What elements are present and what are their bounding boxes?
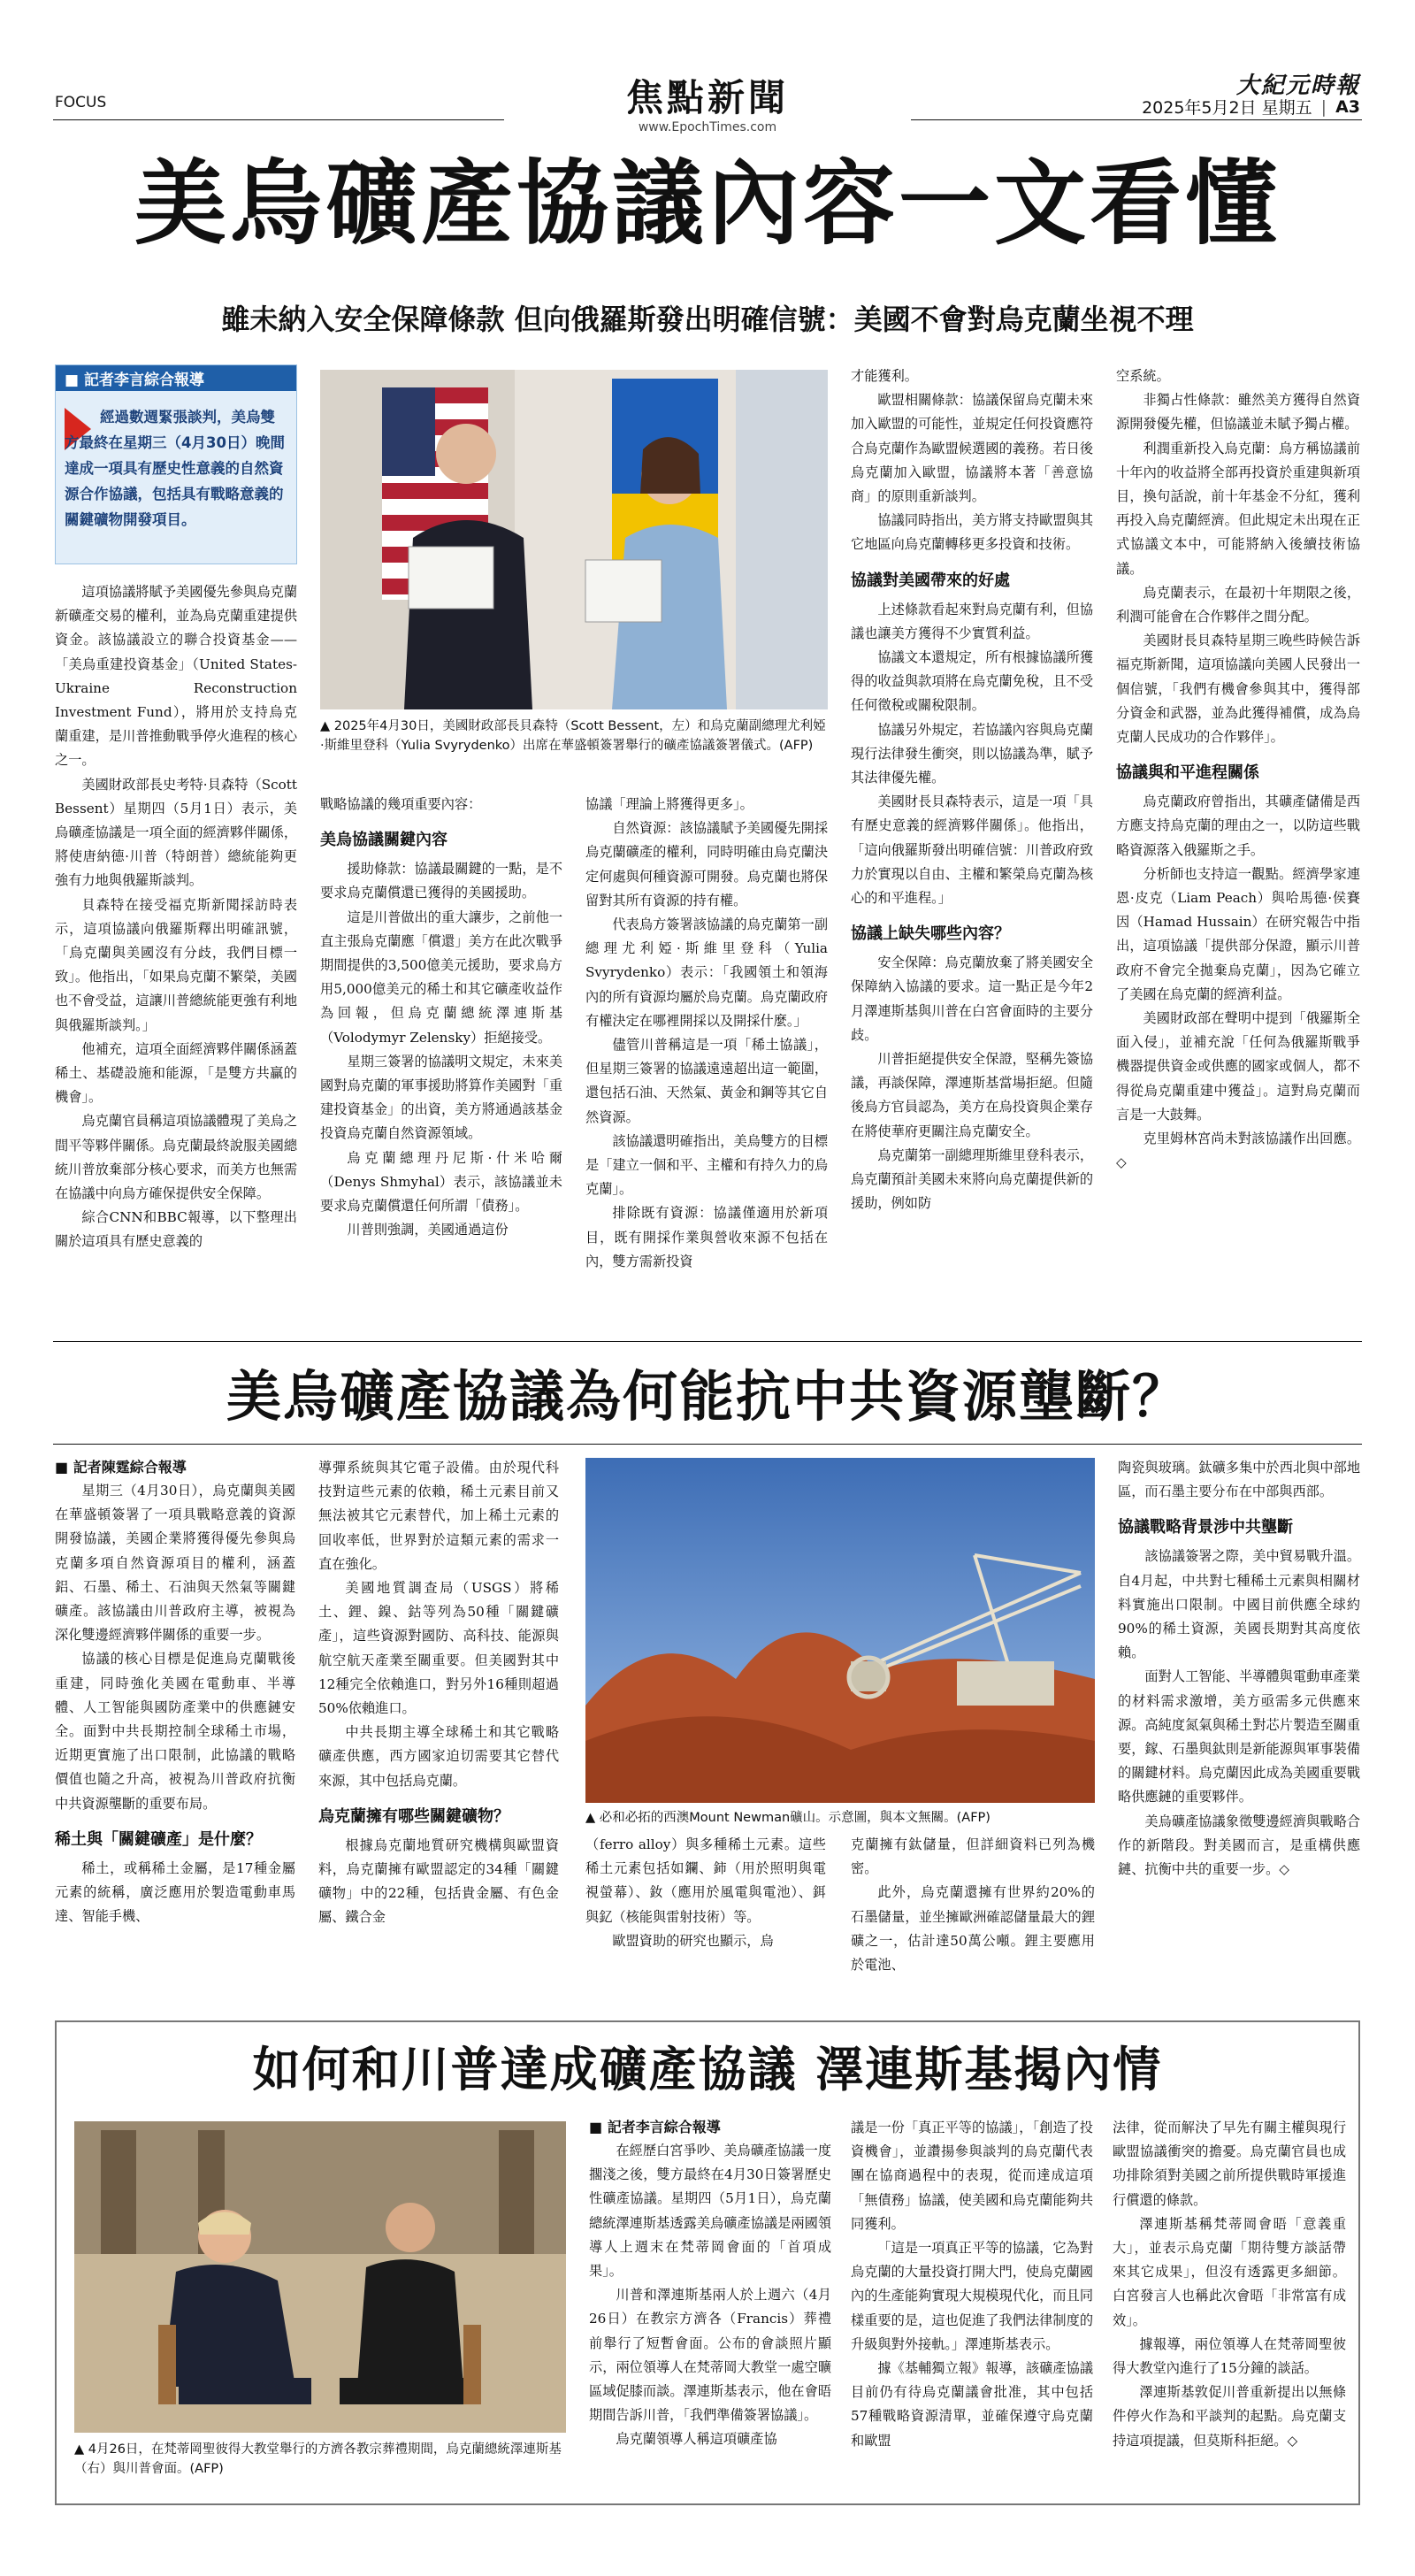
subheading: 協議戰略背景涉中共壟斷 (1118, 1518, 1293, 1537)
article3-photo-caption: ▲ 4月26日，在梵蒂岡聖彼得大教堂舉行的方濟各教宗葬禮期間，烏克蘭總統澤連斯基（右）與川普會面。(AFP) (74, 2442, 562, 2476)
paragraph: 這是川普做出的重大讓步，之前他一直主張烏克蘭應「償還」美方在此次戰爭期間提供的3,500億美元援助，要求烏方用5,000億美元的稀土和其它礦產收益作為回報，但烏克蘭總統澤連斯基（Volodymyr Zelensky）拒絕接受。 (320, 908, 562, 1046)
paragraph: 烏克蘭表示，在最初十年期限之後，利潤可能會在合作夥伴之間分配。 (1116, 584, 1360, 625)
article2-column-4 (851, 1833, 1095, 2010)
paragraph: 「這是一項真正平等的協議，它為對烏克蘭的大量投資打開大門，使烏克蘭國內的生產能夠實現大規模現代化，而且同樣重要的是，這也促進了我們法律制度的升級與對外接軌。」澤連斯基表示。 (851, 2240, 1093, 2352)
paragraph: 綜合CNN和BBC報導，以下整理出關於這項具有歷史意義的 (55, 1209, 297, 1250)
paragraph: 據報導，兩位領導人在梵蒂岡聖彼得大教堂內進行了15分鐘的談話。 (1113, 2335, 1346, 2377)
paragraph: 中共長期主導全球稀土和其它戰略礦產供應，西方國家迫切需要其它替代來源，其中包括烏克蘭。 (318, 1724, 559, 1789)
paragraph: 這項協議將賦予美國優先參與烏克蘭新礦產交易的權利，並為烏克蘭重建提供資金。該協議設立的聯合投資基金——「美烏重建投資基金」（United States-Ukraine Reconstruction Investment Fund），將用於支持烏克蘭重建，是川普推動戰爭停火進程的核心之一。 (55, 584, 297, 769)
paragraph: 排除既有資源：協議僅適用於新項目，既有開採作業與營收來源不包括在內，雙方需新投資 (585, 1205, 828, 1269)
paragraph: 此外，烏克蘭還擁有世界約20%的石墨儲量，並坐擁歐洲確認儲量最大的鋰礦之一，估計達50萬公噸。鋰主要應用於電池、 (851, 1884, 1095, 1974)
article1-column-4 (851, 364, 1093, 1332)
article2-column-5 (1118, 1456, 1360, 2005)
article1-column-2 (320, 793, 562, 1332)
paragraph: 川普和澤連斯基兩人於上週六（4月26日）在教宗方濟各（Francis）葬禮前舉行了短暫會面。公布的會談照片顯示，兩位領導人在梵蒂岡大教堂一處空曠區域促膝而談。澤連斯基表示，他在會晤期間告訴川普，「我們準備簽署協議」。 (589, 2287, 831, 2424)
mine-image (585, 1458, 1095, 1803)
paragraph: 烏克蘭官員稱這項協議體現了美烏之間平等夥伴關係。烏克蘭最終說服美國總統川普放棄部分核心要求，而美方也無需在協議中向烏方確保提供安全保障。 (55, 1113, 297, 1202)
signing-ceremony-image (320, 370, 828, 709)
paragraph: 貝森特在接受福克斯新聞採訪時表示，這項協議向俄羅斯釋出明確訊號，「烏克蘭與美國沒有分歧，我們目標一致」。他指出，「如果烏克蘭不繁榮，美國也不會受益，這讓川普總統能更強有利地與俄羅斯談判。」 (55, 896, 297, 1033)
paragraph: 烏克蘭總理丹尼斯·什米哈爾（Denys Shmyhal）表示，該協議並未要求烏克蘭償還任何所謂「債務」。 (320, 1149, 562, 1215)
paragraph: 星期三簽署的協議明文規定，未來美國對烏克蘭的軍事援助將算作美國對「重建投資基金」的出資，美方將通過該基金投資烏克蘭自然資源領域。 (320, 1053, 562, 1142)
paragraph: 導彈系統與其它電子設備。由於現代科技對這些元素的依賴，稀土元素目前又無法被其它元素替代，加上稀土元素的回收率低，世界對於這類元素的需求一直在強化。 (318, 1460, 559, 1572)
paragraph: 烏克蘭政府曾指出，其礦產儲備是西方應支持烏克蘭的理由之一，以防這些戰略資源落入俄羅斯之手。 (1116, 794, 1360, 858)
paragraph: 協議「理論上將獲得更多」。 (585, 796, 753, 812)
paragraph: 代表烏方簽署該協議的烏克蘭第一副總理尤利婭·斯維里登科（Yulia Svyrydenko）表示：「我國領土和領海內的所有資源均屬於烏克蘭。烏克蘭政府有權決定在哪裡開採以及開採什麼。」 (585, 916, 828, 1029)
paragraph: 在經歷白宮爭吵、美烏礦產協議一度擱淺之後，雙方最終在4月30日簽署歷史性礦產協議。星期四（5月1日），烏克蘭總統澤連斯基透露美烏礦產協議是兩國領導人上週末在梵蒂岡會面的「首項成果」。 (589, 2143, 831, 2280)
article3-column-1 (589, 2116, 831, 2495)
paragraph: 歐盟資助的研究也顯示，烏 (612, 1932, 774, 1949)
paragraph: 法律，從而解決了早先有關主權與現行歐盟協議衝突的擔憂。烏克蘭官員也成功排除須對美國之前所提供戰時軍援進行償還的條款。 (1113, 2120, 1346, 2208)
paragraph: 美國財長貝森特表示，這是一項「具有歷史意義的經濟夥伴關係」。他指出，「這向俄羅斯發出明確信號：川普政府致力於實現以自由、主權和繁榮烏克蘭為核心的和平進程。」 (851, 794, 1093, 907)
paragraph: 克里姆林宮尚未對該協議作出回應。◇ (1116, 1131, 1360, 1171)
article1-column-1 (55, 580, 297, 1332)
article2-photo (585, 1458, 1095, 1803)
subheading: 協議對美國帶來的好處 (851, 571, 1010, 590)
section-label-en: FOCUS (55, 94, 107, 111)
header-rule-right (911, 119, 1362, 120)
article1-column-5 (1116, 364, 1360, 1332)
article1-photo (320, 370, 828, 709)
paragraph: 協議同時指出，美方將支持歐盟與其它地區向烏克蘭轉移更多投資和技術。 (851, 512, 1093, 553)
section-title: 焦點新聞 (625, 76, 789, 119)
paragraph: 川普拒絕提供安全保證，堅稱先簽協議，再談保障，澤連斯基當場拒絕。但隨後烏方官員認為，美方在烏投資與企業存在將使華府更關注烏克蘭安全。 (851, 1051, 1093, 1139)
article1-lead: 經過數週緊張談判，美烏雙方最終在星期三（4月30日）晚間達成一項具有歷史性意義的自然資源合作協議，包括具有戰略意義的關鍵礦物開發項目。 (65, 409, 285, 528)
paragraph: 利潤重新投入烏克蘭：烏方稱協議前十年內的收益將全部再投資於重建與新項目，換句話說，前十年基金不分紅，獲利再投入烏克蘭經濟。但此規定未出現在正式協議文本中，可能將納入後續技術協議。 (1116, 440, 1360, 577)
article3-photo (74, 2121, 566, 2433)
paragraph: 克蘭擁有鈦儲量，但詳細資料已列為機密。 (851, 1836, 1095, 1877)
header-rule-left (53, 119, 504, 120)
paragraph: 上述條款看起來對烏克蘭有利，但協議也讓美方獲得不少實質利益。 (851, 601, 1093, 641)
paragraph: 該協議還明確指出，美烏雙方的目標是「建立一個和平、主權和有持久力的烏克蘭」。 (585, 1132, 828, 1198)
date-page-line: 2025年5月2日 星期五 | A3 (1142, 95, 1360, 119)
paragraph: 稀土，或稱稀土金屬，是17種金屬元素的統稱，廣泛應用於製造電動車馬達、智能手機、 (55, 1859, 295, 1925)
article1-column-3 (585, 793, 828, 1332)
paragraph: 協議另外規定，若協議內容與烏克蘭現行法律發生衝突，則以協議為準，賦予其法律優先權。 (851, 721, 1093, 786)
paragraph: 星期三（4月30日），烏克蘭與美國在華盛頓簽署了一項具戰略意義的資源開發協議，美國企業將獲得優先參與烏克蘭多項自然資源項目的權利，涵蓋鋁、石墨、稀土、石油與天然氣等關鍵礦產。該協議由川普政府主導，被視為深化雙邊經濟夥伴關係的重要一步。 (55, 1483, 295, 1644)
paragraph: 澤連斯基稱梵蒂岡會晤「意義重大」，並表示烏克蘭「期待雙方談話帶來其它成果」，但沒有透露更多細節。白宮發言人也稱此次會晤「非常富有成效」。 (1113, 2215, 1346, 2328)
page-number: A3 (1335, 96, 1360, 117)
paragraph: 美烏礦產協議象徵雙邊經濟與戰略合作的新階段。對美國而言，是重構供應鏈、抗衡中共的重要一步。◇ (1118, 1813, 1360, 1878)
paragraph: 烏克蘭第一副總理斯維里登科表示，烏克蘭預計美國未來將向烏克蘭提供新的援助，例如防 (851, 1146, 1093, 1212)
article1-headline: 美烏礦產協議內容一文看懂 (134, 149, 1281, 257)
article2-column-3 (585, 1833, 826, 2010)
article1-author: ■ 記者李言綜合報導 (56, 365, 296, 391)
paragraph: 美國財政部在聲明中提到「俄羅斯全面入侵」，並補充說「任何為俄羅斯戰爭機器提供資金或供應的國家或個人，都不得從烏克蘭重建中獲益」。這對烏克蘭而言是一大鼓舞。 (1116, 1010, 1360, 1123)
article3-column-2 (851, 2116, 1093, 2495)
paragraph: 議是一份「真正平等的協議」，「創造了投資機會」，並讚揚參與談判的烏克蘭代表團在協商過程中的表現，從而達成這項「無債務」協議，使美國和烏克蘭能夠共同獲利。 (851, 2120, 1093, 2232)
paragraph: 空系統。 (1116, 368, 1170, 384)
paragraph: 才能獲利。 (851, 368, 918, 384)
article2-headline: 美烏礦產協議為何能抗中共資源壟斷？ (226, 1364, 1189, 1429)
paragraph: 非獨占性條款：雖然美方獲得自然資源開發優先權，但協議並未賦予獨占權。 (1116, 392, 1360, 433)
paragraph: 他補充，這項全面經濟夥伴關係涵蓋稀土、基礎設施和能源，「是雙方共贏的機會」。 (55, 1040, 297, 1106)
paragraph: 川普則強調，美國通過這份 (347, 1222, 509, 1238)
paragraph: 戰略協議的幾項重要內容： (320, 796, 482, 812)
article1-lead-box (55, 364, 297, 564)
article2-photo-caption: ▲ 必和必拓的西澳Mount Newman礦山。示意圖，與本文無關。(AFP) (585, 1811, 990, 1825)
paragraph: 協議的核心目標是促進烏克蘭戰後重建，同時強化美國在電動車、半導體、人工智能與國防產業中的供應鏈安全。面對中共長期控制全球稀土市場，近期更實施了出口限制，此協議的戰略價值也隨之升高，被視為川普政府抗衡中共資源壟斷的重要布局。 (55, 1651, 295, 1812)
issue-date: 2025年5月2日 星期五 (1142, 98, 1312, 118)
paragraph: 烏克蘭領導人稱這項礦產協 (616, 2431, 777, 2448)
paragraph: 美國財政部長史考特·貝森特（Scott Bessent）星期四（5月1日）表示，美烏礦產協議是一項全面的經濟夥伴關係，將使唐納德·川普（特朗普）總統能夠更強有力地與俄羅斯談判。 (55, 776, 297, 889)
subheading: 協議與和平進程關係 (1116, 763, 1259, 783)
subheading: 烏克蘭擁有哪些關鍵礦物？ (318, 1806, 509, 1826)
paragraph: 協議文本還規定，所有根據協議所獲得的收益與款項將在烏克蘭免稅，且不受任何徵稅或關稅限制。 (851, 649, 1093, 714)
divider (53, 1341, 1362, 1342)
article2-author: ■ 記者陳霆綜合報導 (55, 1459, 187, 1476)
paragraph: 陶瓷與玻璃。鈦礦多集中於西北與中部地區，而石墨主要分布在中部與西部。 (1118, 1460, 1360, 1500)
article3-headline: 如何和川普達成礦產協議 澤連斯基揭內情 (252, 2042, 1163, 2097)
vatican-meeting-image (74, 2121, 566, 2433)
paragraph: 安全保障：烏克蘭放棄了將美國安全保障納入協議的要求。這一點正是今年2月澤連斯基與川普在白宮會面時的主要分歧。 (851, 954, 1093, 1043)
newspaper-logo: 大紀元時報 (1235, 73, 1360, 99)
paragraph: 澤連斯基敦促川普重新提出以無條件停火作為和平談判的起點。烏克蘭支持這項提議，但莫斯科拒絕。◇ (1113, 2384, 1346, 2449)
article2-column-1 (55, 1456, 295, 2005)
paragraph: 歐盟相關條款：協議保留烏克蘭未來加入歐盟的可能性，並規定任何投資應符合烏克蘭作為歐盟候選國的義務。若日後烏克蘭加入歐盟，協議將本著「善意協商」的原則重新談判。 (851, 392, 1093, 505)
paragraph: 根據烏克蘭地質研究機構與歐盟資料，烏克蘭擁有歐盟認定的34種「關鍵礦物」中的22種，包括貴金屬、有色金屬、鐵合金 (318, 1836, 559, 1926)
paragraph: （ferro alloy）與多種稀土元素。這些稀土元素包括如鑭、鈰（用於照明與電視螢幕）、釹（應用於風電與電池）、鉺與釔（核能與雷射技術）等。 (585, 1836, 826, 1925)
article3-column-3 (1113, 2116, 1346, 2495)
paragraph: 面對人工智能、半導體與電動車產業的材料需求激增，美方亟需多元供應來源。高純度氮氣與稀土對芯片製造至關重要，鎵、石墨與鈦則是新能源與軍事裝備的關鍵材料。烏克蘭因此成為美國重要戰略供應鏈的重要夥伴。 (1118, 1668, 1360, 1806)
article3-author: ■ 記者李言綜合報導 (589, 2119, 721, 2135)
article2-column-2 (318, 1456, 559, 2005)
subheading: 稀土與「關鍵礦產」是什麼？ (55, 1829, 262, 1849)
paragraph: 自然資源：該協議賦予美國優先開採烏克蘭礦產的權利，同時明確由烏克蘭決定何處與何種資源可開發。烏克蘭也將保留對其所有資源的持有權。 (585, 820, 828, 908)
paragraph: 美國地質調查局（USGS）將稀土、鋰、鎳、鈷等列為50種「關鍵礦產」，這些資源對國防、高科技、能源與航空航天產業至關重要。但美國對其中12種完全依賴進口，對另外16種則超過50%依賴進口。 (318, 1580, 559, 1717)
website-url: www.EpochTimes.com (638, 120, 777, 134)
subheading: 協議上缺失哪些內容？ (851, 924, 1010, 944)
article1-photo-caption: ▲ 2025年4月30日，美國財政部長貝森特（Scott Bessent，左）和烏克蘭副總理尤利婭·斯維里登科（Yulia Svyrydenko）出席在華盛頓簽署舉行的礦產協議簽署儀式。(AFP) (320, 719, 826, 753)
paragraph: 分析師也支持這一觀點。經濟學家連恩·皮克（Liam Peach）與哈馬德·侯賽因（Hamad Hussain）在研究報告中指出，這項協議「提供部分保證，顯示川普政府不會完全拋棄烏克蘭」，因為它確立了美國在烏克蘭的經濟利益。 (1116, 865, 1360, 1002)
paragraph: 儘管川普稱這是一項「稀土協議」，但星期三簽署的協議遠遠超出這一範圍，還包括石油、天然氣、黃金和鋼等其它自然資源。 (585, 1037, 828, 1125)
article1-subhead: 雖未納入安全保障條款 但向俄羅斯發出明確信號：美國不會對烏克蘭坐視不理 (221, 303, 1194, 336)
divider (53, 1444, 1362, 1445)
paragraph: 該協議簽署之際，美中貿易戰升溫。自4月起，中共對七種稀土元素與相關材料實施出口限制。中國目前供應全球約90%的稀土資源，美國長期對其高度依賴。 (1118, 1548, 1360, 1661)
subheading: 美烏協議關鍵內容 (320, 831, 447, 850)
paragraph: 美國財長貝森特星期三晚些時候告訴福克斯新聞，這項協議向美國人民發出一個信號，「我們有機會參與其中，獲得部分資金和武器，並為此獲得補償，成為烏克蘭人民成功的合作夥伴」。 (1116, 632, 1360, 746)
paragraph: 據《基輔獨立報》報導，該礦產協議目前仍有待烏克蘭議會批准，其中包括57種戰略資源清單，並確保遵守烏克蘭和歐盟 (851, 2360, 1093, 2449)
paragraph: 援助條款：協議最關鍵的一點，是不要求烏克蘭償還已獲得的美國援助。 (320, 861, 562, 901)
